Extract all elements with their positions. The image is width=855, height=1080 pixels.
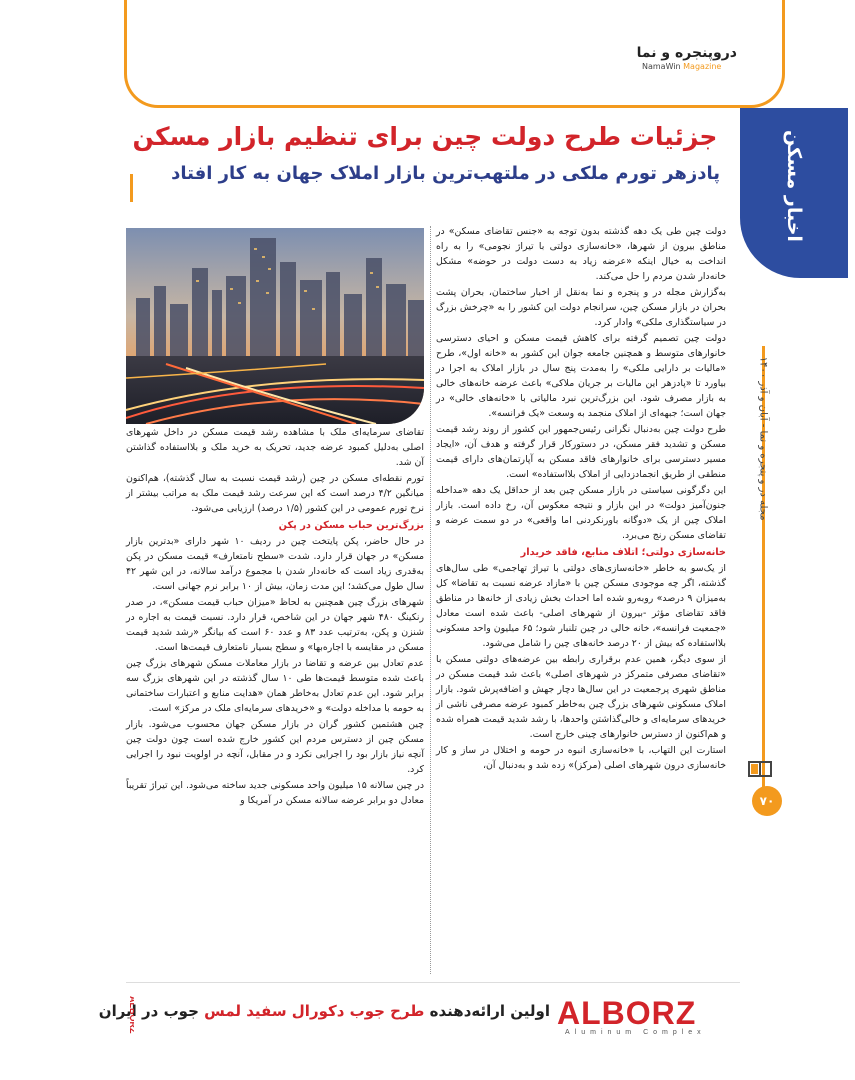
article-paragraph: دولت چین طی یک دهه گذشته بدون توجه به «جنس تقاضای مسکن» در مناطق بیرون از شهرها، «خانه‌سازی دولتی با تیراژ نجومی» را به راه انداخت به خیال اینکه «عرضه زیاد به دست دولت در حوضه» مشکل خانه‌دار شدن مردم را حل می‌کند. bbox=[436, 226, 726, 282]
cityscape-illustration bbox=[126, 228, 424, 424]
article-column-right bbox=[436, 224, 726, 774]
magazine-issue-info: مجله در و پنجره و نما - آبان و آذر ۱۴۰۰ bbox=[757, 356, 769, 521]
article-paragraph: دولت چین تصمیم گرفته برای کاهش قیمت مسکن و احیای دسترسی خانوارهای متوسط و همچنین جامعه جوان این کشور به «خانه اول»، طرح «مالیات بر دارایی ملکی» را به‌مدت پنج سال در بازار املاک به اجرا در بیاورد تا «پادزهر این مالیات بر جریان ملاکی» باعث عرضه خانه‌های خالی به بازار مصرف شود. این بزرگ‌ترین نبرد مالیاتی با «خانه‌های خالی» در جهان است؛ جبهه‌ای از املاک منجمد به وسعت «یک فرانسه». bbox=[436, 333, 726, 419]
article-paragraph: تورم نقطه‌ای مسکن در چین (رشد قیمت نسبت به سال گذشته)، هم‌اکنون میانگین ۴/۲ درصد است که این سرعت رشد قیمت ملک به مراتب بیشتر از نرخ تورم عمومی در این کشور (۱/۵ درصد) ارزیابی می‌شود. bbox=[126, 473, 424, 514]
logo-persian-text: دروپنجره و نما bbox=[636, 45, 737, 61]
article-paragraph: چین هشتمین کشور گران در بازار مسکن جهان محسوب می‌شود. بازار مسکن چین از دسترس مردم این کشور خارج شده است چون دولت چین آنچه نیاز بازار بود را اجرایی نکرد و در مقابل، آنچه در اولویت نبود را اجرایی کرد. bbox=[126, 719, 424, 775]
window-frame-icon bbox=[748, 760, 772, 778]
article-paragraph: به‌گزارش مجله در و پنجره و نما به‌نقل از اخبار ساختمان، بحران پشت بحران در بازار مسکن چین، سرانجام دولت این کشور را به «چرخش بزرگ در سیاستگذاری ملکی» وادار کرد. bbox=[436, 287, 726, 328]
article-column-left bbox=[126, 425, 424, 809]
article-title: جزئیات طرح دولت چین برای تنظیم بازار مسکن bbox=[132, 122, 718, 151]
ad-tagline-end: جوب در ایران bbox=[98, 1002, 199, 1020]
article-paragraph: استارت این التهاب، با «خانه‌سازی انبوه در حومه و اختلال در ساز و کار خانه‌سازی درون شهرهای اصلی (مرکز)» زده شد و به‌دنبال آن، bbox=[436, 745, 726, 771]
section-heading: خانه‌سازی دولتی؛ اتلاف منابع، فاقد خریدار bbox=[520, 547, 726, 558]
article-paragraph: در چین سالانه ۱۵ میلیون واحد مسکونی جدید ساخته می‌شود. این تیراژ تقریباً معادل دو برابر عرضه سالانه مسکن در آمریکا و bbox=[126, 780, 424, 806]
article-paragraph: از سوی دیگر، همین عدم برقراری رابطه بین عرضه‌های دولتی مسکن با «تقاضای مصرفی متمرکز در شهرهای اصلی» باعث شد قیمت مسکن در مناطق شهری پرجمعیت در این سال‌ها دچار جهش و اضافه‌پرش شود. بازار املاک مسکونی شهرهای بزرگ چین به‌خاطر کمبود عرضه مصرفی ناشی از خریدهای سرمایه‌ای و خالی‌گذاشتن واحدها، با رشد شدید قیمت همراه شده و هم‌اکنون از دسترس خانوارهای چینی خارج است. bbox=[435, 654, 726, 740]
article-paragraph: این دگرگونی سیاستی در بازار مسکن چین بعد از حداقل یک دهه «مداخله جنون‌آمیز دولت» در این بازار و نتیجه معکوس آن، رخ داده است. بازار املاک چین از یک «دوگانه باورنکردنی اما واقعی» در دو سمت عرضه و تقاضای مسکن رنج می‌برد. bbox=[436, 485, 726, 541]
article-paragraph: از یک‌سو به خاطر «خانه‌سازی‌های دولتی با تیراژ تهاجمی» طی سال‌های گذشته، اگر چه موجودی مسکن چین با «مازاد عرضه نسبت به تقاضا» کل به‌میزان ۹ درصد» روبه‌رو شده اما احداث بخش زیادی از خانه‌ها در مناطق فاقد تقاضای مؤثر -بیرون از شهرهای اصلی- باعث شده است معادل «جمعیت فرانسه»، خانه خالی در چین تلنبار شود؛ ۶۵ میلیون واحد مسکونی بلااستفاده که بیش از ۲۰ درصد خانه‌های چین را شامل می‌شود. bbox=[436, 563, 726, 649]
article-paragraph: شهرهای بزرگ چین همچنین به لحاظ «میزان حباب قیمت مسکن»، در صدر رنکینگ ۴۸۰ شهر جهان در این شاخص، قرار دارد. نسبت قیمت به اجاره در شنزن و پکن، به‌ترتیب عدد ۸۳ و عدد ۶۰ است که بیانگر «رشد شدید قیمت مسکن در مقایسه با اجاره‌بها» و سطح بسیار نامتعارف قیمت‌ها است. bbox=[126, 597, 425, 653]
ad-tagline bbox=[98, 1002, 550, 1020]
article-paragraph: تقاضای سرمایه‌ای ملک با مشاهده رشد قیمت مسکن در داخل شهرهای اصلی به‌دلیل کمبود عرضه جدید، تحریک به خرید ملک و بلااستفاده گذاشتن آن شد. bbox=[126, 427, 424, 468]
section-tab-label: اخبار مسکن bbox=[783, 130, 805, 242]
logo-english-text bbox=[642, 62, 737, 71]
section-heading: بزرگ‌ترین حباب مسکن در پکن bbox=[278, 520, 424, 531]
subtitle-accent-bar bbox=[130, 174, 133, 202]
alborz-vertical-text: ALBORZ bbox=[128, 996, 134, 1034]
page-number: ۷۰ bbox=[752, 786, 782, 816]
alborz-logo-text: ALBORZ bbox=[557, 996, 697, 1031]
beijing-cityscape-photo bbox=[126, 228, 424, 424]
alborz-vertical-mark bbox=[118, 992, 134, 1052]
article-paragraph: عدم تعادل بین عرضه و تقاضا در بازار معاملات مسکن شهرهای بزرگ چین باعث شده متوسط قیمت‌ها طی ۱۰ سال گذشته در این شهرهای بزرگ سه برابر شود. این عدم تعادل به‌خاطر همان «هدایت منابع و اعتبارات ساختمانی به حومه با مداخله دولت» و «خریدهای سرمایه‌ای ملک در مرکز» است. bbox=[126, 658, 424, 714]
ad-tagline-start: اولین ارائه‌دهنده bbox=[429, 1002, 550, 1020]
alborz-logo-subtext: Aluminum Complex bbox=[565, 1029, 706, 1036]
logo-en-suffix: Magazine bbox=[683, 62, 722, 71]
article-paragraph: در حال حاضر، پکن پایتخت چین در ردیف ۱۰ شهر دارای «بدترین بازار مسکن» در جهان قرار دارد. شدت «سطح نامتعارف» قیمت مسکن در پکن به‌قدری زیاد است که خانه‌دار شدن با مجموع درآمد سالانه، در این شهر ۴۲ سال طول می‌کشد؛ این مدت زمان، بیش از ۱۰ برابر نرم جهانی است. bbox=[126, 536, 424, 592]
ad-tagline-highlight: طرح جوب دکورال سفید لمس bbox=[204, 1002, 425, 1020]
article-subtitle: پادزهر تورم ملکی در ملتهب‌ترین بازار املاک جهان به کار افتاد bbox=[171, 163, 720, 184]
alborz-logo bbox=[555, 996, 735, 1036]
logo-en-prefix: NamaWin bbox=[642, 62, 684, 71]
article-paragraph: طرح دولت چین به‌دنبال نگرانی رئیس‌جمهور این کشور از روند رشد قیمت مسکن و تشدید فقر مسکن، در دستورکار قرار گرفته و هدف آن، «ایجاد مسیر دسترسی برای خانوارهای فاقد مسکن به آپارتمان‌های دارای قیمت منطقی از طریق انجمادزدایی از املاک بلااستفاده» است. bbox=[436, 424, 726, 480]
column-divider bbox=[430, 226, 431, 974]
magazine-logo bbox=[636, 44, 737, 80]
ad-divider bbox=[126, 982, 740, 983]
